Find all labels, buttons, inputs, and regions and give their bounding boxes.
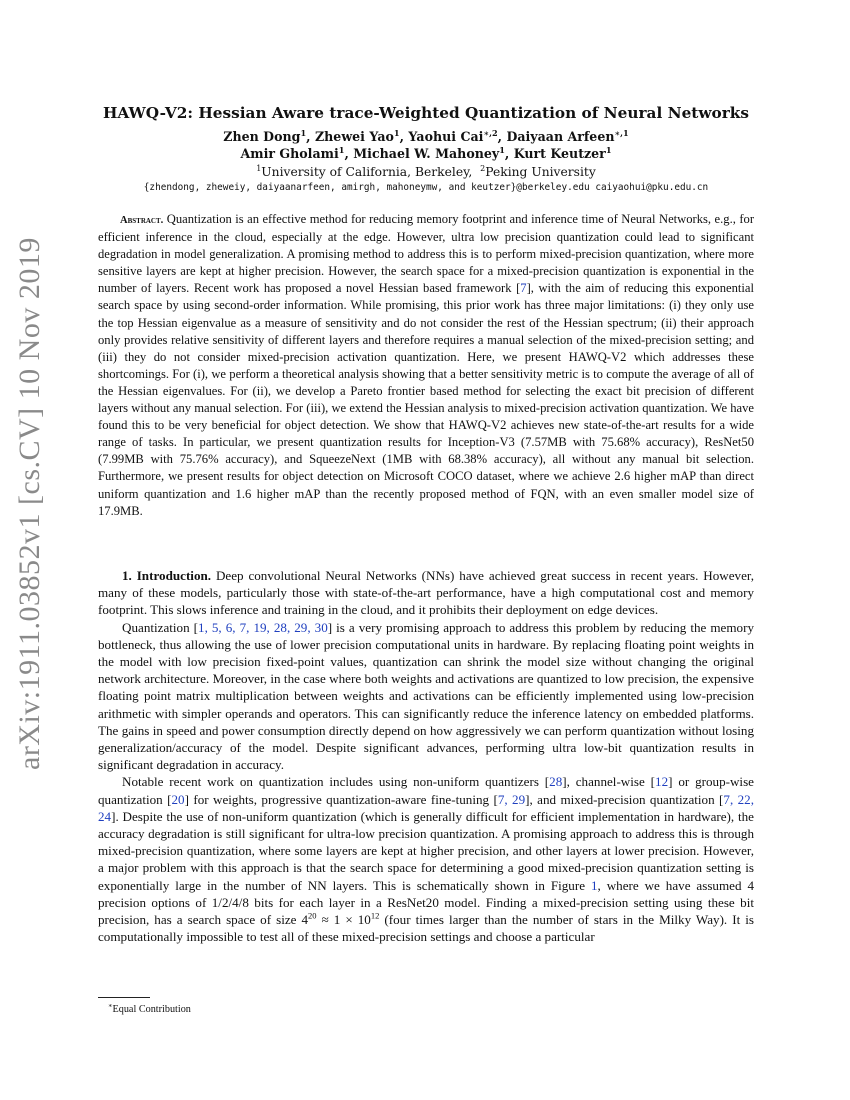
- intro-paragraph: [98, 567, 754, 619]
- affiliations: [98, 164, 754, 180]
- author-name: Zhen Dong: [223, 129, 301, 144]
- affiliation-berkeley: University of California, Berkeley,: [261, 165, 473, 179]
- author-mark: 1: [605, 144, 612, 155]
- exponent: 12: [370, 910, 380, 921]
- citation-link[interactable]: 1, 5, 6, 7, 19, 28, 29, 30: [198, 619, 328, 635]
- paragraph-text: ], and mixed-precision quantization [: [525, 791, 724, 807]
- author-name: Amir Gholami: [240, 146, 339, 161]
- author-name: Yaohui Cai: [408, 129, 484, 144]
- author-emails: {zhendong, zheweiy, daiyaanarfeen, amirgh, mahoneymw, and keutzer}@berkeley.edu caiyaohui@pku.edu.cn: [143, 182, 709, 193]
- affiliation-pku: Peking University: [485, 165, 596, 179]
- author-mark: ∗,2: [483, 127, 498, 138]
- footnote-divider: [98, 997, 150, 998]
- paper-title: HAWQ-V2: Hessian Aware trace-Weighted Quantization of Neural Networks: [102, 104, 750, 122]
- citation-link[interactable]: 12: [655, 774, 669, 790]
- author-mark: 1: [300, 127, 307, 138]
- author-mark: 1: [499, 144, 505, 155]
- author-name: Zhewei Yao: [314, 129, 394, 144]
- citation-link[interactable]: 7, 29: [497, 791, 526, 807]
- citation-link[interactable]: 7, 22, 24: [98, 791, 754, 824]
- author-mark: 1: [338, 144, 345, 155]
- paragraph-text: ≈ 1 × 10: [316, 912, 371, 928]
- footnote-mark: ∗: [108, 1002, 113, 1010]
- introduction-section: [98, 567, 754, 945]
- author-name: Michael W. Mahoney: [353, 146, 500, 161]
- paragraph-text: ], channel-wise [: [562, 774, 656, 790]
- footnote-text: Equal Contribution: [112, 1004, 191, 1015]
- paragraph-text: ]. Despite the use of non-uniform quantization (which is generally difficult for efficient implementation in hardware), the accuracy degradation is still significant for ultra-low precision quantization. A promising approach to address this is through mixed-precision quantization, where some layers are kept at higher precision, and other layers at lower precision. However, a major problem with this approach is that the search space for determining a good mixed-precision quantization setting is exponentially large in the number of NN layers. This is schematically shown in Figure: [98, 808, 754, 893]
- paragraph-text: Deep convolutional Neural Networks (NNs) have achieved great success in recent years. However, many of these models, particularly those with state-of-the-art performance, have a high computational cost and memory footprint. This slows inference and training in the cloud, and it prohibits their deployment on edge devices.: [98, 568, 754, 618]
- author-list: Zhen Dong$^1$, Zhewei Yao$^1$, Yaohui Cai$^{∗,2}$, Daiyaan Arfeen$^{∗,1}$ Amir Gholami$^1$, Michael W. Mahoney$^1$, Kurt Keutzer$^1$: [223, 127, 629, 161]
- intro-paragraph: [98, 773, 754, 945]
- figure-link[interactable]: 1: [590, 877, 598, 893]
- paragraph-text: ] or group-wise quantization [: [98, 774, 754, 807]
- citation-link[interactable]: 7: [520, 281, 527, 296]
- citation-link[interactable]: 20: [171, 791, 185, 807]
- author-mark: 1: [393, 127, 400, 138]
- intro-paragraph: [98, 619, 754, 774]
- citation-link[interactable]: 28: [549, 774, 563, 790]
- abstract: [98, 211, 754, 520]
- paragraph-text: , where we have assumed 4 precision options of 1/2/4/8 bits for each layer in a ResNet20 model. Finding a mixed-precision setting using these bit precision, has a search space of size 4: [98, 877, 754, 928]
- abstract-text: ], with the aim of reducing this exponential search space by using second-order information. While promising, this prior work has three major limitations: (i) they only use the top Hessian eigenvalue as a measure of sensitivity and do not consider the rest of the Hessian spectrum; (ii) their approach only provides relative sensitivity of different layers and therefore requires a manual selection of the mixed-precision setting; and (iii) they do not consider mixed-precision activation quantization. Here, we present HAWQ-V2 which addresses these shortcomings. For (i), we perform a theoretical analysis showing that a better sensitivity metric is to compute the average of all of the Hessian eigenvalues. For (ii), we develop a Pareto frontier based method for selecting the exact bit precision of different layers without any manual selection. For (iii), we extend the Hessian analysis to mixed-precision activation quantization. We have found this to be very beneficial for object detection. We show that HAWQ-V2 achieves new state-of-the-art results for a wide range of tasks. In particular, we present quantization results for Inception-V3 (7.57MB with 75.68% accuracy), ResNet50 (7.99MB with 75.76% accuracy), and SqueezeNext (1MB with 68.38% accuracy), all without any manual bit selection. Furthermore, we present results for object detection on Microsoft COCO dataset, where we achieve 2.6 higher mAP than direct uniform quantization and 1.6 higher mAP than the recently proposed method of FQN, with an even smaller model size of 17.9MB.: [98, 281, 754, 518]
- paragraph-text: Notable recent work on quantization includes using non-uniform quantizers [: [122, 774, 550, 790]
- exponent: 20: [308, 910, 317, 921]
- paragraph-text: (four times larger than the number of stars in the Milky Way). It is computationally impossible to test all of these mixed-precision settings and choose a particular: [98, 912, 754, 945]
- author-name: Kurt Keutzer: [513, 146, 606, 161]
- paragraph-text: ] for weights, progressive quantization-aware fine-tuning [: [184, 791, 498, 807]
- paragraph-text: Quantization [: [122, 619, 199, 635]
- footnote: [108, 1003, 748, 1017]
- arxiv-identifier: arXiv:1911.03852v1 [cs.CV] 10 Nov 2019: [13, 237, 46, 770]
- abstract-text: Quantization is an effective method for reducing memory footprint and inference time of Neural Networks, e.g., for efficient inference in the cloud, especially at the edge. However, ultra low precision quantization could lead to significant degradation in model generalization. A promising method to address this is to perform mixed-precision quantization, where more sensitive layers are kept at higher precision. However, the search space for a mixed-precision quantization is exponential in the number of layers. Recent work has proposed a novel Hessian based framework [: [98, 212, 755, 296]
- paragraph-text: ] is a very promising approach to address this problem by reducing the memory bottleneck, thus allowing the use of lower precision computational units in hardware. By replacing floating point weights in the model with low precision fixed-point values, quantization can shrink the model size without changing the original network architecture. Moreover, in the case where both weights and activations are quantized to low precision, the expensive floating point matrix multiplication between weights and activations can be efficiently implemented using low-precision arithmetic with simpler operands and operators. This can significantly reduce the inference latency on embedded platforms. The gains in speed and power consumption directly depend on how aggressively we can perform quantization without losing generalization/accuracy of the model. Despite significant advances, performing ultra low-bit quantization results in significant degradation in accuracy.: [98, 619, 754, 773]
- author-mark: ∗,1: [614, 127, 629, 138]
- affiliation-mark: 1: [256, 163, 262, 173]
- section-heading: 1. Introduction.: [122, 568, 212, 583]
- author-name: Daiyaan Arfeen: [506, 129, 615, 144]
- abstract-label: Abstract.: [120, 215, 164, 226]
- affiliation-mark: 2: [480, 163, 486, 173]
